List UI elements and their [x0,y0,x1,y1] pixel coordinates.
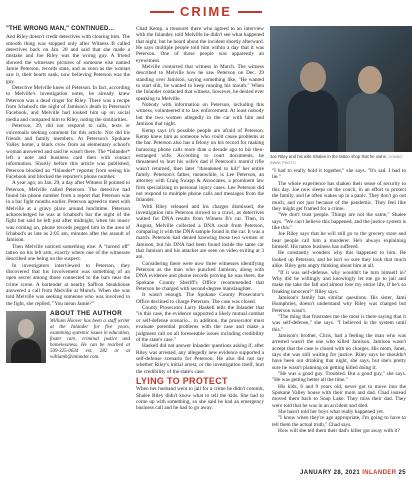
photo-caption [270,154,412,166]
section-rule-right [238,11,262,13]
footer-date: JANUARY 28, 2021 [300,470,361,476]
paragraph: He constantly wonders why this happened to him. He looked up Peterson, and he isn't so sure they look that much alike. Riley gets angry thinking about him at all. [272,250,406,270]
paragraph: "He was a good guy. Troubled. But a good guy," she says. "He was getting better all the time." [272,371,406,384]
author-bio-text: William Hoover has been a staff writer at the Inlander for five years, examining systemic issues in education, foster care, criminal justice and homelessness. He can be reached at 509-325-0634 ext. 282 or at williamh@inlander.com. [50,319,130,361]
column-2 [136,26,264,412]
paragraph: "The thing that frustrates me the most is there saying that it was self-defense," she says. "I believed in the system until this." [272,313,406,333]
column-3 [272,168,406,434]
caption-text: Joe Riley and his wife Shalee in the tattoo shop that he owns. [270,154,388,159]
page-number: 25 [398,470,406,476]
paragraph: Melville contacted that witness in March. The witness described to Melville how he saw Peterson on Dec. 29 standing over Jamison, saying something like, "He wanted to start shit, he wanted to keep running his mouth." When the Inlander contacted that witness, however, he denied ever speaking to Melville. [136,64,264,102]
paragraph: "If it was self-defense, why wouldn't he turn himself in? Why did he willingly and knowingly let me go to jail and make me take the fall and almost lose my entire life, if he's so freaking innocent?" Riley says. [272,269,406,295]
continued-header: "THE WRONG MAN," CONTINUED... [6,26,115,32]
paragraph: In investigators interviewed to Peterson, they discovered that his involvement was something of an open secret among those connected to the bars near the crime scene. A bartender at nearby Saffron Steakhouse answered a call from Melville at Munch. When she was told Melville was seeking someone who was involved in the fight, she replied, "You mean Jamie?" [6,262,130,307]
paragraph: "I had to really hold it together," she says. "It's sad. I had to lie." [272,168,406,181]
column-1 [6,26,130,371]
page-footer [300,470,406,476]
paragraph: When her husband went to jail for a crime he didn't commit, Shalee Riley didn't know what to tell the kids. She had to come up with something, so she said he had an emergency business call and he had to go away. [136,386,264,412]
paragraph: "I know when they're age appropriate, I'm going to have to tell them the actual truth," Chad says. [272,415,406,428]
author-photo [6,311,46,363]
paragraph: Jamison's brother, Chris, had a feeling the man who was arrested wasn't the one who killed Jamison. Jamison wasn't accept that the case is closed with no charges. His mom, Janet, says she was still waiting for justice. Riley says he shouldn't have been out drinking that night, she says, but she's pretty sure he wasn't planning on getting killed doing it. [272,332,406,371]
paragraph: Nobody with information on Peterson, including this witness, volunteered it to law enforcement. At least nobody but the two women allegedly in the car with him and Jamison that night. [136,102,264,128]
paragraph: Joe Riley says that he will still go to the grocery store and hear people call him a murderer. He's always explaining himself. His tattoo business has suffered. [272,231,406,251]
paragraph: How will she tell them their dad's killer got away with it? [278,428,400,435]
photo-credit: YOUNG KWAK PHOTO [270,155,403,165]
paragraph: "We don't trust people. Things are not the same," Shalee says. "We can't believe this happened, and the justice system is like this." [272,212,406,232]
paragraph: It wasn't enough. The Spokane County Prosecutor's Office declined to charge Peterson. The case was closed. [136,292,264,305]
paragraph: The whole experience has shaken their sense of security to this day. Joe now sleeps on the couch, in an effort to protect the family, and he often wakes up in a panic. They don't go out much, and not just because of the pandemic. They feel like they might get framed for a crime. [272,180,406,213]
paragraph: Chad Kemp, a treasurer there who agreed to an interview with the Inlander, told Melville he didn't see what happened that night, but he heard about the incident shortly afterward. He says multiple people told him within a day that it was Peterson. One of those people was apparently an eyewitness. [136,26,264,64]
paragraph: A year ago, on Jan. 29, a day after Witness B pointed to Peterson, Melville called Peterson. The detective had found his phone number from a report that Peterson was in a bar fight months earlier. Peterson agreed to meet with Melville at a gravy place around lunchtime. Peterson acknowledged he was at Ichabod's bar the night of the fight but said he left just after midnight, when his music was coming on, phone records pegged him in the area of Ichabod's as late as 2:05 am, minutes after the assault of Jamison. [6,180,130,244]
paragraph: Haskell did not answer Inlander questions asking if, after Riley was arrested, any allegedly new evidence supported a self-defense scenario for Peterson. He also did not say whether Riley's initial arrest, or the investigation itself, hurt the credibility of the state's case. [136,343,264,375]
paragraph: His kids, 6 and 9 years old, never got to move into the Spokane Valley house with their mom and dad. Chad instead moved them back to Soap Lake. They miss their dad. They were told that he was in an accident and died. [272,383,406,409]
paragraph: Considering there were now three witnesses identifying Peterson as the man who punched Jamison, along with DNA evidence and phone records proving he was there, the Spokane County Sheriff's Office recommended that Peterson be charged with second-degree manslaughter. [136,260,264,293]
paragraph: With Riley released and his charges dismissed, the investigation into Peterson slowed to a crawl, as detectives waited for DNA results from Witness B's car. Then, in August, Melville collected a DNA swab from Peterson, comparing it with the DNA sample found in the car. It was a match. Peterson had denied knowing those two women or Jamison, but his DNA had been found inside the same car that Jamison and his attacker are seen on video exiting at 3 am. [136,203,264,261]
article-photo [270,26,412,152]
paragraph: County Prosecutor Larry Haskell tells the Inlander that "in this case, the evidence supported a likely mutual combat or self-defense scenario... in addition, the prosecutor must evaluate potential problems with the case and make a judgment call on all foreseeable issues including credibility of the state's case." [136,305,264,343]
paragraph: Detective Melville knew of Peterson. In fact, according to Melville's investigation notes, he already knew Peterson was a dead ringer for Riley. There was a recipe from Ichabod's the night of Jamison's death in Peterson's Facebook, and Melville had looked him up on social media and compared him to Riley, noting the similarities. [6,85,130,123]
section-title: CRIME [180,4,232,19]
footer-brand: INLANDER [362,470,397,476]
paragraph: She hasn't told her boys what really happened yet. [278,409,385,416]
paragraph: Then Melville noticed something else: A "turned off" tattoo on his left arm, exactly where one of the witnesses described one being on the suspect. [6,243,130,263]
paragraph: Kemp says it's possible people are afraid of Peterson. Kemp knew him as someone who could cause problems at the bar. Peterson also has a felony on his record for making harassing phone calls more than a decade ago to his then-estranged wife. According to court documents, he threatened to hurt his wife's dad if Peterson's mom'd rifle wasn't returned, then later "threatened to kill" her entire family. Peterson's father, meanwhile, is Lee Peterson, an attorney with Craig Swapp & Associates, a prominent law firm specializing in personal injury cases. Lee Peterson did not respond to multiple phone calls and messages from the Inlander. [136,127,264,204]
paragraph: Jamison's family has similar questions. His sister, Jami Humphries, doesn't understand why Riley was charged but Peterson wasn't. [272,294,406,314]
paragraph: And Riley doesn't credit detectives with clearing him. The smooth thing was stopped only after Witness B called detectives back on Jan. 28 and said that she made a mistake and Joe Riley was the wrong guy. A friend showed the witnesses pictures of someone else named Jamie Peterson, records state, and as soon as the woman saw it, their hearts sank, now believing Peterson was the guy. [6,34,130,85]
about-the-author [6,311,130,367]
author-box-title: ABOUT THE AUTHOR [50,310,123,318]
author-bio [50,311,130,361]
subheading: LYING TO PROTECT [136,375,228,386]
paragraph: Peterson, 39, did not respond to calls, texts or voicemails seeking comment for this article. Nor did his friends and family members. At Peterson's Spokane Valley home, a black crow from an elementary school's woman answered and said he wasn't there. The *Inlander* left a note and business card then with contact information. Shortly before this article was published, Peterson blocked an *Inlander* reporter from seeing his Facebook and blocked the reporter's phone number. [6,123,130,180]
